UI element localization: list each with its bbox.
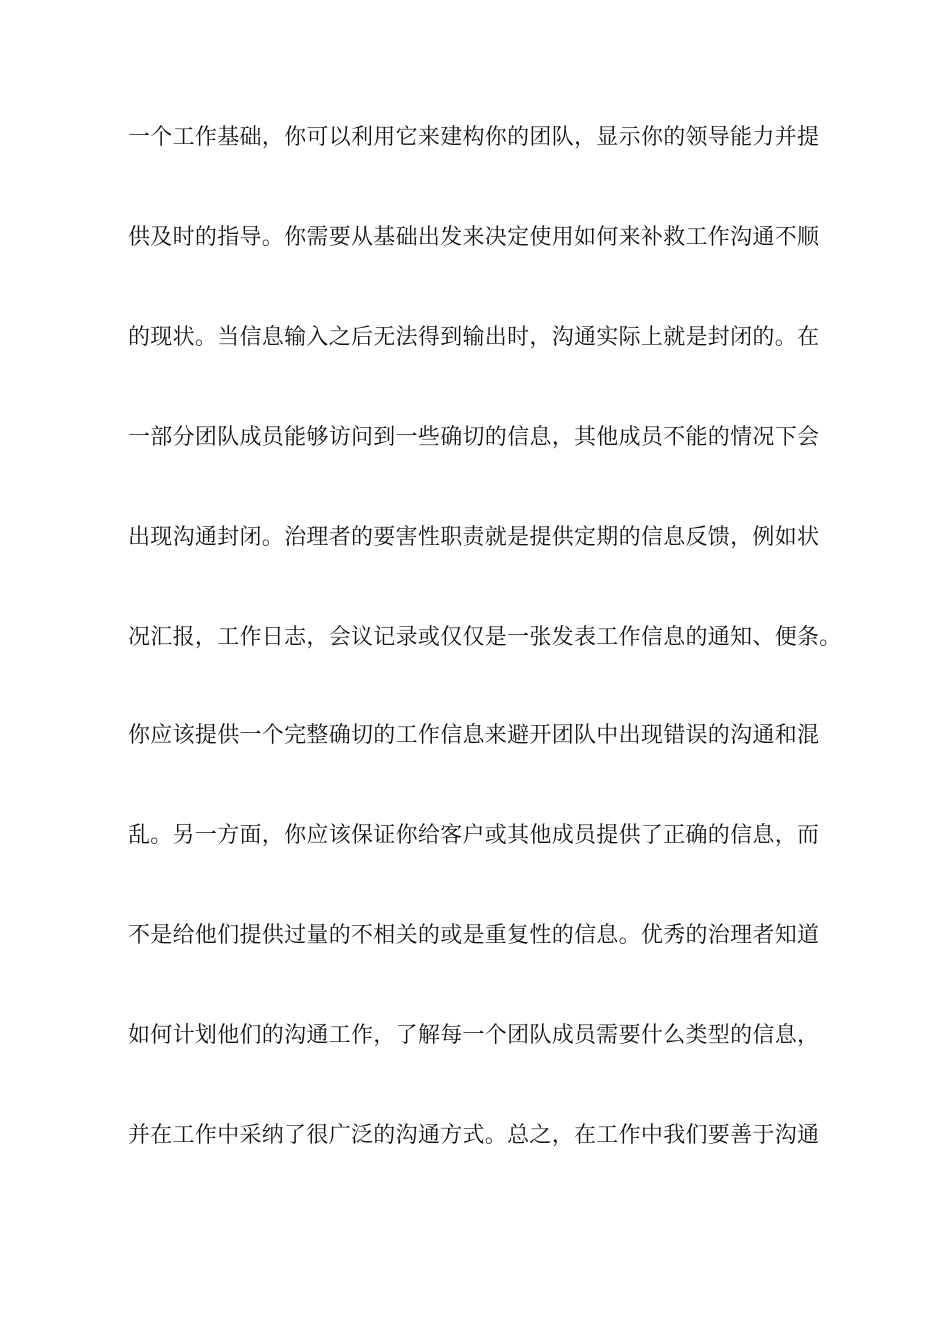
paragraph-line: 不是给他们提供过量的不相关的或是重复性的信息。优秀的治理者知道 [128,923,820,948]
paragraph-line: 乱。另一方面，你应该保证你给客户或其他成员提供了正确的信息，而 [128,823,820,848]
paragraph-line: 的现状。当信息输入之后无法得到输出时，沟通实际上就是封闭的。在 [128,325,820,350]
paragraph-line: 一部分团队成员能够访问到一些确切的信息，其他成员不能的情况下会 [128,425,820,450]
paragraph-line: 供及时的指导。你需要从基础出发来决定使用如何来补救工作沟通不顺 [128,225,820,250]
paragraph-line: 并在工作中采纳了很广泛的沟通方式。总之，在工作中我们要善于沟通 [128,1123,820,1148]
paragraph-line: 出现沟通封闭。治理者的要害性职责就是提供定期的信息反馈，例如状 [128,525,820,550]
paragraph-line: 如何计划他们的沟通工作，了解每一个团队成员需要什么类型的信息， [128,1023,820,1048]
paragraph-line: 一个工作基础，你可以利用它来建构你的团队，显示你的领导能力并提 [128,125,820,150]
paragraph-line: 你应该提供一个完整确切的工作信息来避开团队中出现错误的沟通和混 [128,723,820,748]
paragraph-line: 况汇报，工作日志，会议记录或仅仅是一张发表工作信息的通知、便条。 [128,625,842,650]
